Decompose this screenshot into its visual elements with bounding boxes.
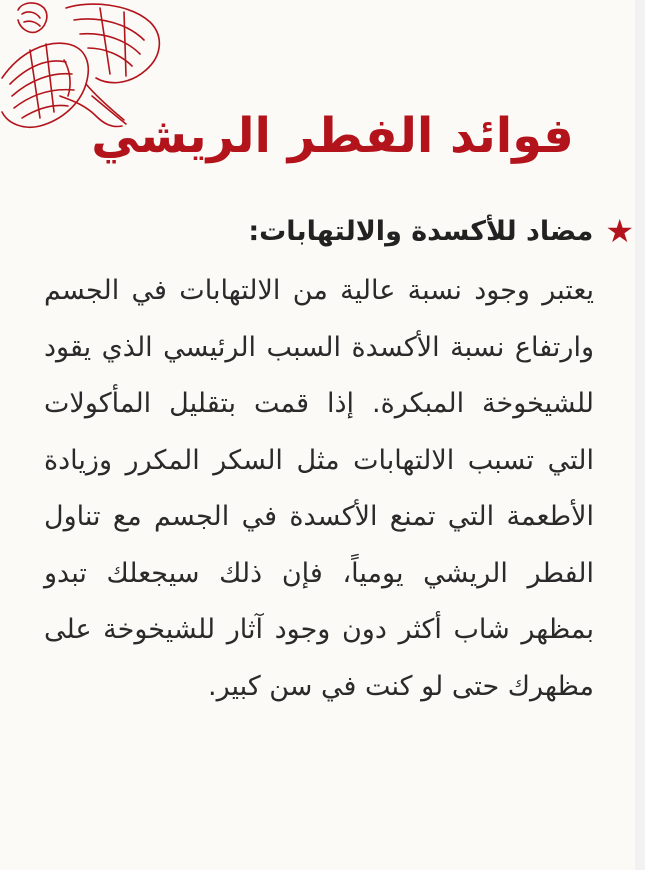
star-icon: ★ <box>605 212 634 250</box>
page-title: فوائد الفطر الريشي <box>91 108 574 164</box>
section-paragraph: يعتبر وجود نسبة عالية من الالتهابات في الجسم وارتفاع نسبة الأكسدة السبب الرئيسي الذي يقود للشيخوخة المبكرة. إذا قمت بتقليل المأكولات التي تسبب الالتهابات مثل السكر المكرر وزيادة الأطعمة التي تمنع الأكسدة في الجسم مع تناول الفطر الريشي يومياً، فإن ذلك سيجعلك تبدو بمظهر شاب أكثر دون وجود آثار للشيخوخة على مظهرك حتى لو كنت في سن كبير. <box>44 275 594 702</box>
benefit-section <box>44 205 632 715</box>
section-heading-row <box>44 205 632 257</box>
section-heading: مضاد للأكسدة والالتهابات: <box>248 215 594 247</box>
page-edge <box>635 0 645 870</box>
